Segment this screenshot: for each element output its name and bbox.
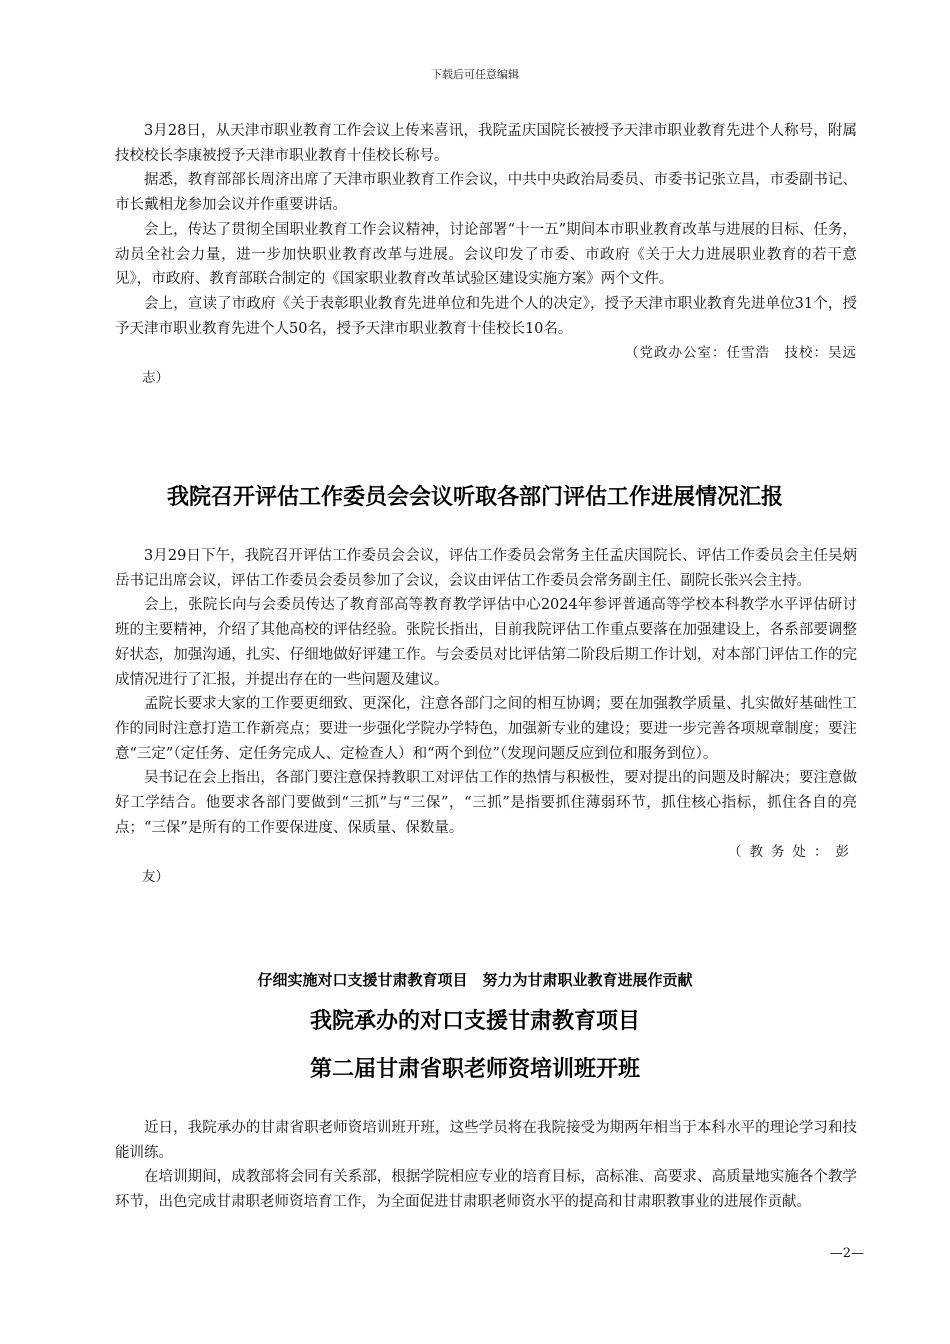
paragraph: 在培训期间，成教部将会同有关系部，根据学院相应专业的培育目标，高标准、高要求、高质量地实施各个教学环节，出色完成甘肃职老师资培育工作，为全面促进甘肃职老师资水平的提高和甘肃职教事业的进展作贡献。: [115, 1169, 857, 1211]
paragraph: 3月28日，从天津市职业教育工作会议上传来喜讯，我院孟庆国院长被授予天津市职业教育先进个人称号，附属技校校长李康被授予天津市职业教育十佳校长称号。: [115, 123, 857, 164]
article-2-title: 我院召开评估工作委员会会议听取各部门评估工作进展情况汇报: [166, 485, 783, 510]
byline-continuation: 友）: [142, 869, 169, 886]
paragraph: 吴书记在会上指出，各部门要注意保持教职工对评估工作的热情与积极性，要对提出的问题及时解决；要注意做好工学结合。他要求各部门要做到“三抓”与“三保”，“三抓”是指要抓住薄弱环节，抓住核心指标，抓住各自的亮点；“三保”是所有的工作要保进度、保质量、保数量。: [115, 770, 857, 836]
paragraph: 会上，宣读了市政府《关于表彰职业教育先进单位和先进个人的决定》，授予天津市职业教育先进单位31个，授予天津市职业教育先进个人50名，授予天津市职业教育十佳校长10名。: [115, 295, 857, 337]
paragraph: 孟院长要求大家的工作要更细致、更深化，注意各部门之间的相互协调；要在加强教学质量、扎实做好基础性工作的同时注意打造工作新亮点；要进一步强化学院办学特色，加强新专业的建设；要进一步完善各项规章制度；要注意“三定”（定任务、定任务完成人、定检查人）和“两个到位”（发现问题反应到位和服务到位）。: [115, 696, 857, 762]
article-1: [115, 119, 857, 391]
paragraph: 3月29日下午，我院召开评估工作委员会会议，评估工作委员会常务主任孟庆国院长、评估工作委员会主任吴炳岳书记出席会议，评估工作委员会委员参加了会议，会议由评估工作委员会常务副主任、副院长张兴会主持。: [115, 548, 857, 589]
article-3-title-line-2: 第二届甘肃省职老师资培训班开班: [309, 1057, 640, 1082]
byline: （党政办公室：任雪浩 技校：吴远: [625, 345, 857, 362]
article-3-title-line-1: 我院承办的对口支援甘肃教育项目: [309, 1009, 640, 1034]
byline: （教务处：彭: [728, 844, 857, 861]
page-number: —2—: [829, 1246, 864, 1261]
paragraph: 近日，我院承办的甘肃省职老师资培训班开班，这些学员将在我院接受为期两年相当于本科水平的理论学习和技能训练。: [115, 1120, 857, 1161]
paragraph: 会上，传达了贯彻全国职业教育工作会议精神，讨论部署“十一五”期间本市职业教育改革与进展的目标、任务，动员全社会力量，进一步加快职业教育改革与进展。会议印发了市委、市政府《关于大力进展职业教育的若干意见》，市政府、教育部联合制定的《国家职业教育改革试验区建设实施方案》两个文件。: [115, 221, 857, 288]
paragraph: 会上，张院长向与会委员传达了教育部高等教育教学评估中心2024年参评普通高等学校本科教学水平评估研讨班的主要精神，介绍了其他高校的评估经验。张院长指出，目前我院评估工作重点要落在加强建设上，各系部要调整好状态，加强沟通，扎实、仔细地做好评建工作。与会委员对比评估第二阶段后期工作计划，对本部门评估工作的完成情况进行了汇报，并提出存在的一些问题及建议。: [115, 597, 857, 688]
article-3: [115, 1116, 857, 1215]
paragraph: 据悉，教育部部长周济出席了天津市职业教育工作会议，中共中央政治局委员、市委书记张立昌，市委副书记、市长戴相龙参加会议并作重要讲话。: [115, 172, 857, 214]
article-2: [115, 544, 857, 890]
header-note: 下载后可任意编辑: [431, 68, 519, 81]
article-3-subtitle: 仔细实施对口支援甘肃教育项目 努力为甘肃职业教育进展作贡献: [257, 971, 693, 989]
byline-continuation: 志）: [142, 370, 169, 387]
